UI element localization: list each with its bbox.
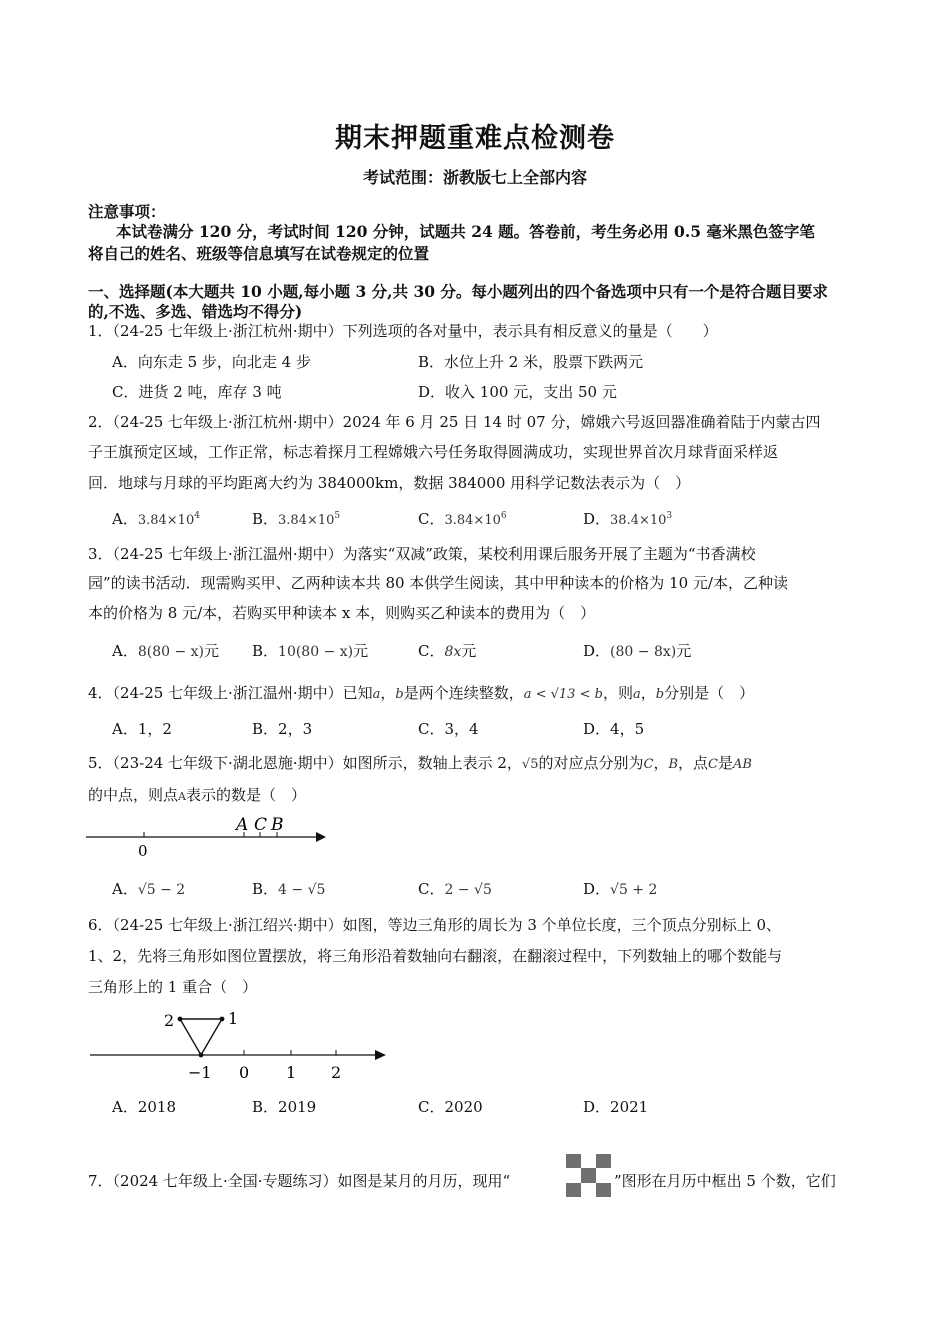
- vertex-dot: [178, 1017, 183, 1022]
- stem-text: 的对应点分别为: [538, 754, 644, 772]
- question-5-line-1: [88, 752, 752, 773]
- option-expression: 38.4×10: [610, 513, 667, 528]
- label-point-b: B: [271, 815, 284, 835]
- pattern-cell: [566, 1183, 581, 1197]
- arrow-icon: [375, 1050, 386, 1060]
- option-exponent: 5: [334, 511, 341, 521]
- question-3-line-3: 本的价格为 8 元/本，若购买甲种读本 x 本，则购买乙种读本的费用为（ ）: [88, 604, 596, 622]
- variable-b: b: [655, 687, 665, 702]
- stem-text: ，点: [678, 754, 709, 772]
- question-7-stem-part-1: 7．（2024 七年级上·全国·专题练习）如图是某月的月历，现用“: [88, 1172, 511, 1190]
- stem-text: 表示的数是（ ）: [185, 786, 306, 804]
- question-6-option-d: D．2021: [583, 1098, 649, 1116]
- option-unit: 元: [204, 642, 220, 660]
- question-1-option-d: D．收入 100 元，支出 50 元: [418, 383, 617, 401]
- vertex-dot: [199, 1053, 204, 1058]
- option-label: C．: [418, 510, 445, 528]
- variable-b: b: [395, 687, 404, 702]
- question-7-stem-part-2: ”图形在月历中框出 5 个数，它们: [614, 1172, 836, 1190]
- pattern-cell: [596, 1183, 611, 1197]
- stem-text: 5．（23-24 七年级下·湖北恩施·期中）如图所示，数轴上表示 2，: [88, 754, 522, 772]
- label-zero: 0: [138, 842, 148, 860]
- label-point-a: A: [236, 815, 249, 835]
- label-point-c: C: [254, 815, 268, 835]
- tick-label: −1: [188, 1063, 212, 1082]
- notice-heading: 注意事项：: [88, 202, 166, 221]
- question-6-option-b: B．2019: [252, 1098, 317, 1116]
- option-label: D．: [583, 880, 611, 898]
- stem-text: ，则: [602, 684, 633, 702]
- tick-label: 1: [286, 1063, 297, 1082]
- option-label: D．: [583, 642, 611, 660]
- option-expression: 8(80 − x): [137, 644, 205, 660]
- tick-label: 2: [331, 1063, 342, 1082]
- notice-line-2: 将自己的姓名、班级等信息填写在试卷规定的位置: [88, 244, 430, 263]
- option-expression: 3.84×10: [444, 513, 501, 528]
- question-5-option-d: [583, 878, 657, 899]
- option-label: D．: [583, 510, 611, 528]
- question-2-option-b: [252, 508, 340, 529]
- variable-a: a: [372, 687, 381, 702]
- triangle-number-line-figure: [84, 1004, 394, 1086]
- sqrt-five: √5: [521, 757, 539, 772]
- stem-text: 分别是（ ）: [664, 684, 755, 702]
- option-unit: 元: [676, 642, 692, 660]
- section-heading-line-1: 一、选择题(本大题共 10 小题,每小题 3 分,共 30 分。每小题列出的四个备选项中只有一个是符合题目要求: [88, 282, 828, 301]
- question-6-option-a: A．2018: [112, 1098, 177, 1116]
- option-expression: 4 − √5: [278, 882, 326, 898]
- stem-text: 4．（24-25 七年级上·浙江温州·期中）已知: [88, 684, 373, 702]
- stem-text: 是两个连续整数，: [403, 684, 524, 702]
- question-1-option-b: B．水位上升 2 米，股票下跌两元: [418, 353, 644, 371]
- question-2-line-1: 2．（24-25 七年级上·浙江杭州·期中）2024 年 6 月 25 日 14 时 07 分，嫦娥六号返回器准确着陆于内蒙古四: [88, 413, 821, 431]
- option-label: C．: [418, 642, 445, 660]
- arrow-icon: [316, 832, 326, 842]
- option-exponent: 6: [500, 511, 507, 521]
- point-a: A: [178, 790, 186, 803]
- page-subtitle: 考试范围：浙教版七上全部内容: [362, 168, 587, 187]
- cross-pattern-icon: [566, 1154, 614, 1198]
- question-4-option-c: C．3，4: [418, 720, 479, 738]
- point-b: B: [668, 757, 679, 772]
- question-1-option-a: A．向东走 5 步，向北走 4 步: [112, 353, 311, 371]
- question-6-line-3: 三角形上的 1 重合（ ）: [88, 978, 258, 996]
- variable-a: a: [632, 687, 641, 702]
- question-5-line-2: [88, 784, 306, 805]
- option-expression: √5 − 2: [137, 882, 186, 898]
- question-4-stem: [88, 682, 754, 703]
- question-5-option-b: [252, 878, 325, 899]
- option-label: B．: [252, 510, 279, 528]
- question-4-option-d: D．4，5: [583, 720, 645, 738]
- question-4-option-b: B．2，3: [252, 720, 313, 738]
- vertex-dot: [220, 1017, 225, 1022]
- option-label: A．: [112, 880, 138, 898]
- notice-line-1: 本试卷满分 120 分，考试时间 120 分钟，试题共 24 题。答卷前，考生务必用 0.5 毫米黑色签字笔: [116, 222, 815, 241]
- point-c: C: [643, 757, 654, 772]
- tick-label: 0: [239, 1063, 250, 1082]
- question-1-option-c: C．进货 2 吨，库存 3 吨: [112, 383, 282, 401]
- option-unit: 元: [461, 642, 477, 660]
- stem-text: 的中点，则点: [88, 786, 179, 804]
- option-expression: 10(80 − x): [278, 644, 354, 660]
- question-3-option-c: [418, 640, 476, 661]
- option-label: A．: [112, 510, 138, 528]
- question-2-line-3: 回．地球与月球的平均距离大约为 384000km，数据 384000 用科学记数法表示为（ ）: [88, 474, 691, 492]
- option-label: B．: [252, 642, 279, 660]
- option-expression: √5 + 2: [610, 882, 658, 898]
- page-title: 期末押题重难点检测卷: [335, 123, 615, 154]
- question-2-option-a: [112, 508, 200, 529]
- stem-text: ，: [653, 754, 669, 772]
- vertex-label-2: 2: [164, 1011, 175, 1030]
- question-3-option-d: [583, 640, 691, 661]
- question-2-option-c: [418, 508, 507, 529]
- question-3-option-a: [112, 640, 219, 661]
- option-expression: 8x: [444, 644, 462, 660]
- question-1-stem: 1．（24-25 七年级上·浙江杭州·期中）下列选项的各对量中，表示具有相反意义的量是（ ）: [88, 322, 718, 340]
- option-expression: 3.84×10: [278, 513, 335, 528]
- inequality: a < √13 < b: [523, 687, 603, 702]
- option-unit: 元: [353, 642, 369, 660]
- option-exponent: 4: [194, 511, 200, 521]
- question-3-option-b: [252, 640, 368, 661]
- question-3-line-2: 园”的读书活动．现需购买甲、乙两种读本共 80 本供学生阅读，其中甲种读本的价格为 10 元/本，乙种读: [88, 574, 788, 592]
- option-expression: (80 − 8x): [610, 644, 677, 660]
- vertex-label-1: 1: [228, 1009, 239, 1028]
- option-label: B．: [252, 880, 279, 898]
- pattern-cell: [596, 1154, 611, 1168]
- stem-text: ，: [640, 684, 656, 702]
- segment-ab: AB: [733, 757, 752, 772]
- option-label: A．: [112, 642, 138, 660]
- question-4-option-a: A．1，2: [112, 720, 172, 738]
- question-5-option-a: [112, 878, 185, 899]
- equilateral-triangle: [180, 1019, 222, 1055]
- option-expression: 2 − √5: [444, 882, 492, 898]
- question-5-option-c: [418, 878, 492, 899]
- question-6-line-1: 6．（24-25 七年级上·浙江绍兴·期中）如图，等边三角形的周长为 3 个单位长度，三个顶点分别标上 0、: [88, 916, 781, 934]
- option-exponent: 3: [666, 511, 673, 521]
- question-6-option-c: C．2020: [418, 1098, 483, 1116]
- option-label: C．: [418, 880, 445, 898]
- point-c: C: [708, 757, 718, 772]
- stem-text: ，: [380, 684, 396, 702]
- stem-text: 是: [717, 754, 733, 772]
- question-3-line-1: 3．（24-25 七年级上·浙江温州·期中）为落实“双减”政策，某校利用课后服务开展了主题为“书香满校: [88, 545, 756, 563]
- pattern-cell: [566, 1154, 581, 1168]
- section-heading-line-2: 的,不选、多选、错选均不得分): [88, 302, 303, 321]
- option-expression: 3.84×10: [137, 513, 195, 528]
- question-6-line-2: 1、2，先将三角形如图位置摆放，将三角形沿着数轴向右翻滚，在翻滚过程中，下列数轴上的哪个数能与: [88, 947, 783, 965]
- pattern-cell: [581, 1168, 596, 1183]
- question-2-line-2: 子王旗预定区域，工作正常，标志着探月工程嫦娥六号任务取得圆满成功，实现世界首次月球背面采样返: [88, 443, 779, 461]
- question-2-option-d: [583, 508, 672, 529]
- number-line-figure-q5: [80, 812, 340, 864]
